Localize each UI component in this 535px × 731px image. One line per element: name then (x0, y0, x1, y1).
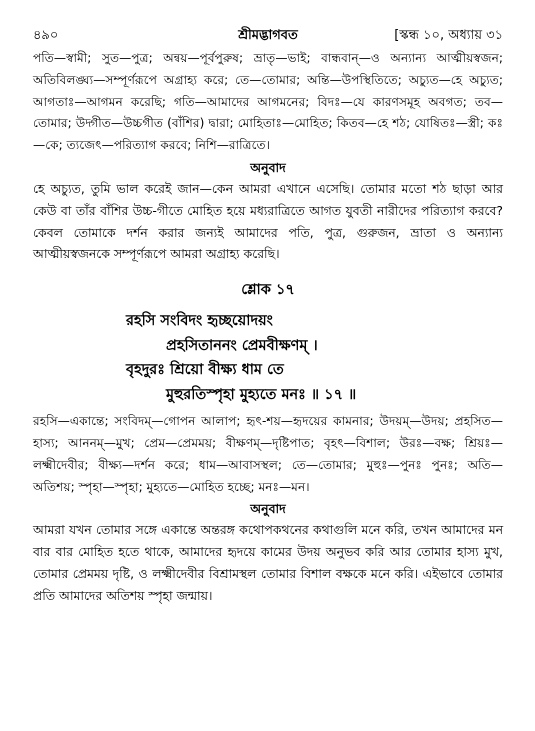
page-number: ৪৯০ (33, 28, 59, 43)
verse-text (33, 309, 503, 407)
verse-line: রহসি সংবিদং হৃচ্ছয়োদয়ং (126, 313, 273, 330)
translation-verse-17: আমরা যখন তোমার সঙ্গে একান্তে অন্তরঙ্গ কথোপকথনের কথাগুলি মনে করি, তখন আমাদের মন বার বার মোহিত হতে থাকে, আমাদের হৃদয়ে কামের উদয় অনুভব করি আর তোমার হাস্য মুখ, তোমার প্রেমময় দৃষ্টি, ও লক্ষ্মীদেবীর বিশ্রামস্থল তোমার বিশাল বক্ষকে মনে করি। এইভাবে তোমার প্রতি আমাদের অতিশয় স্পৃহা জন্মায়। (33, 522, 503, 603)
translation-verse-16: হে অচ্যুত, তুমি ভাল করেই জান—কেন আমরা এখানে এসেছি। তোমার মতো শঠ ছাড়া আর কেউ বা তাঁর বাঁশির উচ্চ-গীতে মোহিত হয়ে মধ্যরাত্রিতে আগত যুবতী নারীদের পরিত্যাগ করবে? কেবল তোমাকে দর্শন করার জন্যই আমাদের পতি, পুত্র, গুরুজন, ভ্রাতা ও অন্যান্য আত্মীয়স্বজনকে সম্পূর্ণরূপে আমরা অগ্রাহ্য করেছি। (33, 180, 503, 262)
translation-heading: অনুবাদ (250, 501, 286, 517)
translation-heading: অনুবাদ (250, 159, 286, 175)
synonyms-verse-16: পতি—স্বামী; সুত—পুত্র; অন্বয়—পূর্বপুরুষ; ভ্রাতৃ—ভাই; বান্ধবান্—ও অন্যান্য আত্মীয়স্বজন; অতিবিলঙ্ঘ্য—সম্পূর্ণরূপে অগ্রাহ্য করে; তে—তোমার; অন্তি—উপস্থিতিতে; অচ্যুত—হে অচ্যুত; আগতাঃ—আগমন করেছি; গতি—আমাদের আগমনের; বিদঃ—যে কারণসমূহ অবগত; তব—তোমার; উদ্গীত—উচ্চগীত (বাঁশির) দ্বারা; মোহিতাঃ—মোহিত; কিতব—হে শঠ; যোষিতঃ—স্ত্রী; কঃ—কে; ত্যজেৎ—পরিত্যাগ করবে; নিশি—রাত্রিতে। (33, 51, 503, 153)
synonyms-verse-17: রহসি—একান্তে; সংবিদম্—গোপন আলাপ; হৃৎ-শয়—হৃদয়ের কামনার; উদয়ম্—উদয়; প্রহসিত—হাস্য; আননম্—মুখ; প্রেম—প্রেমময়; বীক্ষণম্—দৃষ্টিপাত; বৃহৎ—বিশাল; উরঃ—বক্ষ; শ্রিয়ঃ—লক্ষ্মীদেবীর; বীক্ষ্য—দর্শন করে; ধাম—আবাসস্থল; তে—তোমার; মুহুঃ—পুনঃ পুনঃ; অতি—অতিশয়; স্পৃহা—স্পৃহা; মুহ্যতে—মোহিত হচ্ছে; মনঃ—মন। (33, 414, 503, 494)
chapter-reference: [স্কন্ধ ১০, অধ্যায় ৩১ (394, 28, 503, 43)
verse-line: মুহুরতিস্পৃহা মুহ্যতে মনঃ ॥ ১৭ ॥ (166, 386, 357, 403)
verse-line: বৃহদুরঃ শ্রিয়ো বীক্ষ্য ধাম তে (126, 362, 284, 379)
verse-line: প্রহসিতাননং প্রেমবীক্ষণম্ । (166, 337, 318, 354)
verse-title: শ্লোক ১৭ (241, 282, 295, 299)
page-header (33, 26, 503, 48)
book-title: শ্রীমদ্ভাগবত (238, 28, 298, 43)
